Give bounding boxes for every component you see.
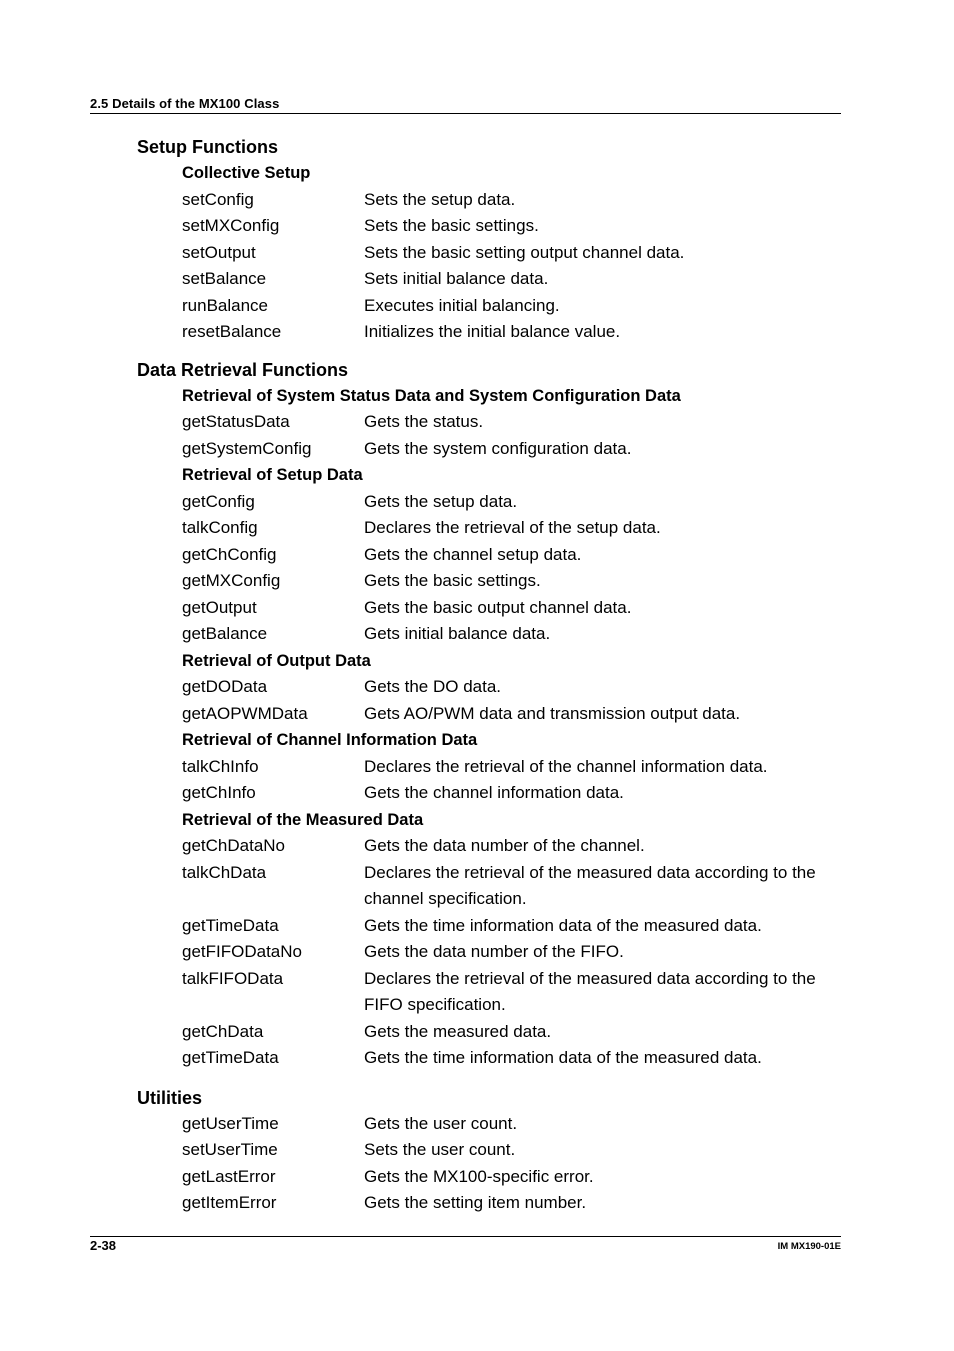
subsection-title: Retrieval of Setup Data [182,466,363,484]
function-description: Sets the user count. [364,1140,516,1159]
function-entry [182,187,954,214]
subsection-title: Retrieval of Output Data [182,651,371,670]
function-name: getItemError [182,1193,277,1212]
function-name: talkChData [182,862,267,882]
section [0,1086,954,1217]
function-entry [182,754,954,781]
document-id: IM MX190-01E [777,1241,841,1252]
function-description: Executes initial balancing. [364,295,560,315]
function-entry [182,568,954,595]
header-rule [90,113,841,114]
function-description: Gets initial balance data. [364,624,551,643]
function-description: Gets the measured data. [364,1021,552,1041]
function-description: Gets the MX100-specific error. [364,1166,594,1186]
function-description: Gets the DO data. [364,677,502,696]
function-name: getChDataNo [182,836,286,855]
subsection-title: Retrieval of the Measured Data [182,810,424,829]
section-title: Utilities [137,1087,203,1108]
function-entry [182,266,954,293]
section-gap [0,346,954,358]
function-name: getTimeData [182,915,279,935]
function-entry [182,860,954,913]
function-name: talkChInfo [182,756,259,776]
section [0,358,954,1072]
function-name: setOutput [182,242,256,262]
function-name: setUserTime [182,1140,278,1159]
function-entry [182,1019,954,1046]
function-name: getDOData [182,677,268,696]
function-name: getChData [182,1021,264,1041]
function-entry [182,319,954,346]
function-entry [182,833,954,860]
function-entry [182,939,954,966]
function-name: getSystemConfig [182,438,312,458]
function-name: getMXConfig [182,571,281,590]
function-name: getStatusData [182,412,290,431]
function-description: Gets the time information data of the measured data. [364,1048,762,1067]
function-entry [182,409,954,436]
function-name: getBalance [182,624,268,643]
section-gap [0,1072,954,1086]
function-entry [182,701,954,728]
function-entry [182,213,954,240]
function-name: getLastError [182,1166,276,1186]
function-entry [182,1164,954,1191]
subsection-title: Retrieval of Channel Information Data [182,731,478,749]
function-entry [182,1045,954,1072]
function-entry [182,913,954,940]
function-description: Gets the time information data of the measured data. [364,915,762,935]
function-description: Gets the user count. [364,1113,518,1133]
footer-rule [90,1236,841,1237]
function-entry [182,674,954,701]
function-name: getChInfo [182,783,256,802]
function-description: Gets the status. [364,412,484,431]
function-description: Sets the basic settings. [364,216,539,235]
section-title: Setup Functions [137,137,278,157]
function-entry [182,966,954,1019]
function-name: talkFIFOData [182,968,284,988]
section-title: Data Retrieval Functions [137,359,349,380]
function-entry [182,293,954,320]
function-name: getAOPWMData [182,703,308,723]
function-entry [182,595,954,622]
function-description: Gets the channel setup data. [364,544,582,564]
running-header: 2.5 Details of the MX100 Class [90,96,280,111]
section [0,135,954,346]
function-description: Sets the setup data. [364,189,516,209]
function-description: Gets the system configuration data. [364,438,632,458]
function-name: getOutput [182,597,257,617]
function-entry [182,240,954,267]
function-name: setBalance [182,269,267,288]
function-entry [182,515,954,542]
subsection-title: Retrieval of System Status Data and System Configuration Data [182,386,681,405]
function-description: Declares the retrieval of the measured data according to the channel specification. [364,862,816,908]
function-description: Gets AO/PWM data and transmission output data. [364,703,741,723]
function-name: runBalance [182,295,269,315]
subsection-title: Collective Setup [182,164,311,182]
function-name: getUserTime [182,1113,279,1133]
function-description: Sets the basic setting output channel data. [364,242,685,262]
function-description: Declares the retrieval of the measured data according to the FIFO specification. [364,968,816,1014]
function-description: Gets the channel information data. [364,783,624,802]
function-entry [182,621,954,648]
function-entry [182,780,954,807]
function-name: setConfig [182,189,254,209]
function-entry [182,489,954,516]
function-name: talkConfig [182,518,258,537]
function-description: Gets the setting item number. [364,1193,587,1212]
page-content [0,135,954,1217]
function-name: getFIFODataNo [182,942,302,961]
function-entry [182,1190,954,1217]
function-name: getConfig [182,491,255,511]
function-description: Initializes the initial balance value. [364,322,621,341]
function-name: getChConfig [182,544,277,564]
function-description: Gets the basic output channel data. [364,597,632,617]
function-description: Gets the data number of the FIFO. [364,942,624,961]
function-entry [182,1137,954,1164]
function-entry [182,542,954,569]
function-description: Declares the retrieval of the channel information data. [364,756,768,776]
function-description: Gets the basic settings. [364,571,541,590]
function-name: setMXConfig [182,216,280,235]
function-description: Sets initial balance data. [364,269,549,288]
function-name: resetBalance [182,322,282,341]
function-name: getTimeData [182,1048,279,1067]
function-description: Gets the setup data. [364,491,518,511]
function-description: Declares the retrieval of the setup data. [364,518,661,537]
function-description: Gets the data number of the channel. [364,836,645,855]
page-number: 2-38 [90,1238,117,1253]
function-entry [182,1111,954,1138]
function-entry [182,436,954,463]
